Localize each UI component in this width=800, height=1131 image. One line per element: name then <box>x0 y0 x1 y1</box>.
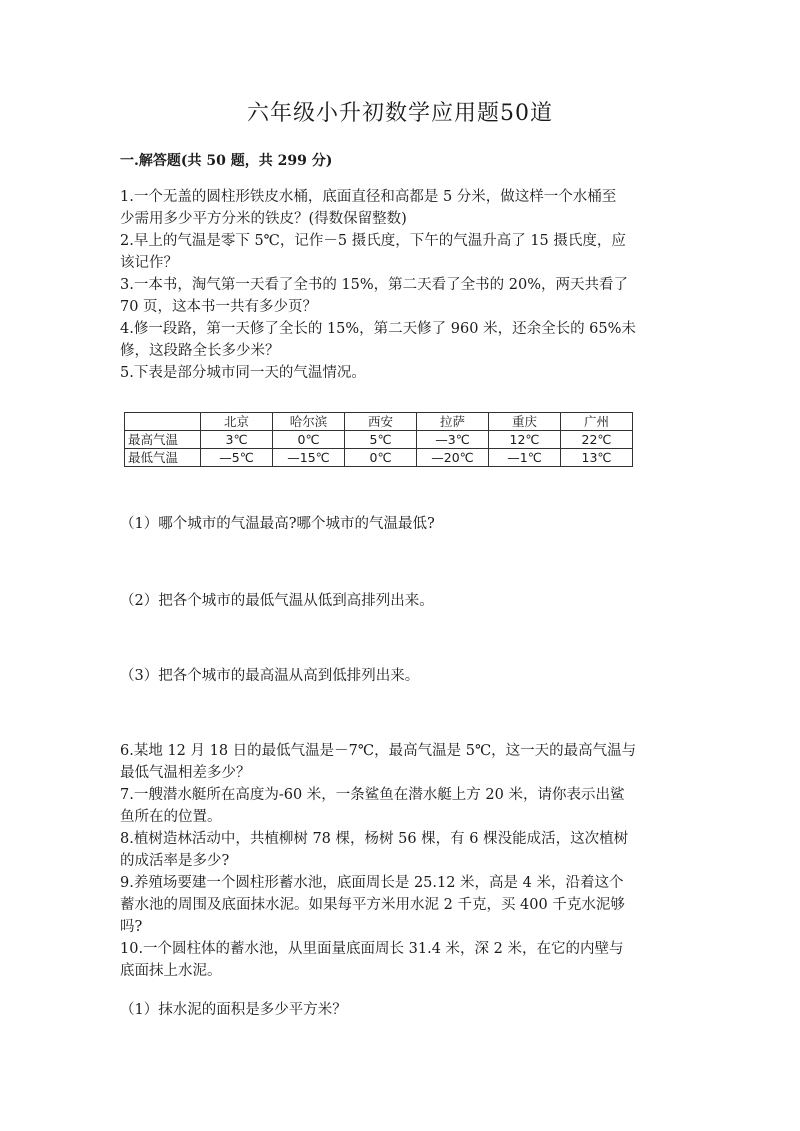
question-line: 10.一个圆柱体的蓄水池，从里面量底面周长 31.4 米，深 2 米，在它的内壁与 <box>120 941 624 957</box>
table-cell: —3℃ <box>417 431 489 449</box>
table-header-cell: 哈尔滨 <box>273 413 345 431</box>
table-cell: —15℃ <box>273 449 345 467</box>
question-line: 底面抹上水泥。 <box>120 963 222 979</box>
question-line: 该记作？ <box>120 255 178 271</box>
question-line: 最低气温相差多少？ <box>120 765 251 781</box>
table-cell: 22℃ <box>561 431 633 449</box>
subquestion: （1）哪个城市的气温最高?哪个城市的气温最低? <box>120 516 435 532</box>
question-line: 的成活率是多少? <box>120 853 230 869</box>
question-line: 4.修一段路，第一天修了全长的 15%，第二天修了 960 米，还余全长的 65%未 <box>120 321 636 337</box>
section-heading: 一.解答题(共 50 题，共 299 分) <box>120 153 333 169</box>
table-cell: 3℃ <box>201 431 273 449</box>
subquestion: （1）抹水泥的面积是多少平方米？ <box>120 1002 347 1018</box>
table-cell: 0℃ <box>273 431 345 449</box>
subquestion: （2）把各个城市的最低气温从低到高排列出来。 <box>120 593 434 609</box>
table-header-cell: 北京 <box>201 413 273 431</box>
question-line: 吗? <box>120 919 143 935</box>
question-line: 7.一艘潜水艇所在高度为-60 米，一条鲨鱼在潜水艇上方 20 米，请你表示出鲨 <box>120 787 625 803</box>
table-cell <box>125 413 201 431</box>
question-line: 9.养殖场要建一个圆柱形蓄水池，底面周长是 25.12 米，高是 4 米，沿着这个 <box>120 875 624 891</box>
table-row <box>125 431 633 449</box>
temperature-table <box>124 412 633 467</box>
table-cell: —5℃ <box>201 449 273 467</box>
question-line: 蓄水池的周围及底面抹水泥。如果每平方米用水泥 2 千克，买 400 千克水泥够 <box>120 897 625 913</box>
subquestion: （3）把各个城市的最高温从高到低排列出来。 <box>120 668 420 684</box>
page-title: 六年级小升初数学应用题50道 <box>247 101 553 126</box>
table-cell: 5℃ <box>345 431 417 449</box>
table-row <box>125 449 633 467</box>
table-cell: —1℃ <box>489 449 561 467</box>
question-line: 2.早上的气温是零下 5℃，记作－5 摄氏度，下午的气温升高了 15 摄氏度，应 <box>120 233 626 249</box>
question-line: 鱼所在的位置。 <box>120 809 222 825</box>
question-line: 少需用多少平方分米的铁皮？(得数保留整数) <box>120 211 407 227</box>
table-cell: —20℃ <box>417 449 489 467</box>
table-header-cell: 广州 <box>561 413 633 431</box>
table-header-cell: 重庆 <box>489 413 561 431</box>
row-label: 最低气温 <box>125 449 201 467</box>
question-line: 3.一本书，淘气第一天看了全书的 15%，第二天看了全书的 20%，两天共看了 <box>120 277 629 293</box>
table-header-cell: 西安 <box>345 413 417 431</box>
table-header-cell: 拉萨 <box>417 413 489 431</box>
question-line: 8.植树造林活动中，共植柳树 78 棵，杨树 56 棵，有 6 棵没能成活，这次植树 <box>120 831 629 847</box>
question-line: 6.某地 12 月 18 日的最低气温是－7℃，最高气温是 5℃，这一天的最高气温与 <box>120 743 637 759</box>
question-line: 修，这段路全长多少米？ <box>120 343 280 359</box>
table-cell: 12℃ <box>489 431 561 449</box>
question-line: 5.下表是部分城市同一天的气温情况。 <box>120 365 366 381</box>
row-label: 最高气温 <box>125 431 201 449</box>
question-line: 70 页，这本书一共有多少页？ <box>120 299 318 315</box>
table-cell: 0℃ <box>345 449 417 467</box>
table-header-row <box>125 413 633 431</box>
question-line: 1.一个无盖的圆柱形铁皮水桶，底面直径和高都是 5 分米，做这样一个水桶至 <box>120 189 617 205</box>
table-cell: 13℃ <box>561 449 633 467</box>
